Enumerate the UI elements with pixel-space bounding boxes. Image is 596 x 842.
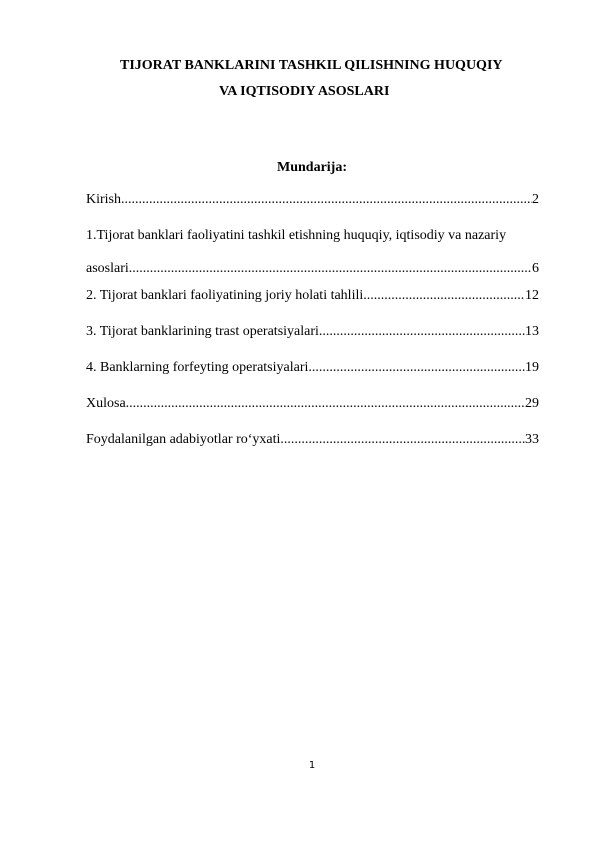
toc-entry-label: Foydalanilgan adabiyotlar ro‘yxati [86, 432, 281, 447]
toc-entry-page: 2 [532, 192, 539, 207]
toc-leader-dots [126, 395, 525, 413]
document-title-line-2: VA IQTISODIY ASOSLARI [219, 84, 390, 99]
toc-leader-dots [280, 431, 525, 449]
toc-entry-label: asoslari [86, 261, 129, 276]
toc-entry-page: 6 [532, 261, 539, 276]
toc-leader-dots [121, 191, 532, 209]
toc-leader-dots [363, 287, 525, 305]
toc-entry-label-line1: 1.Tijorat banklari faoliyatini tashkil etishning huquqiy, iqtisodiy va nazariy [86, 228, 507, 243]
toc-entry-label: 3. Tijorat banklarining trast operatsiyalari [86, 324, 319, 339]
toc-entry[interactable] [86, 323, 539, 341]
toc-entry[interactable] [86, 227, 539, 276]
toc-entry[interactable] [86, 191, 539, 209]
toc-entry-page: 29 [525, 396, 539, 411]
toc-leader-dots [308, 359, 525, 377]
toc-entry-page: 33 [525, 432, 539, 447]
document-title-line-1: TIJORAT BANKLARINI TASHKIL QILISHNING HUQUQIY [120, 58, 503, 73]
toc-entry[interactable] [86, 287, 539, 305]
toc-entry-label: 4. Banklarning forfeyting operatsiyalari [86, 360, 309, 375]
toc-leader-dots [129, 260, 532, 278]
page-number: 1 [308, 760, 316, 771]
toc-entry-label: Kirish [86, 192, 121, 207]
toc-entry-page: 13 [525, 324, 539, 339]
toc-leader-dots [319, 323, 525, 341]
toc-entry-page: 19 [525, 360, 539, 375]
toc-entry-label: 2. Tijorat banklari faoliyatining joriy holati tahlili [86, 288, 364, 303]
toc-entry-page: 12 [525, 288, 539, 303]
toc-entry[interactable] [86, 431, 539, 449]
toc-entry[interactable] [86, 359, 539, 377]
toc-entry-label: Xulosa [86, 396, 126, 411]
toc-heading: Mundarija: [277, 160, 347, 175]
toc-entry[interactable] [86, 395, 539, 413]
